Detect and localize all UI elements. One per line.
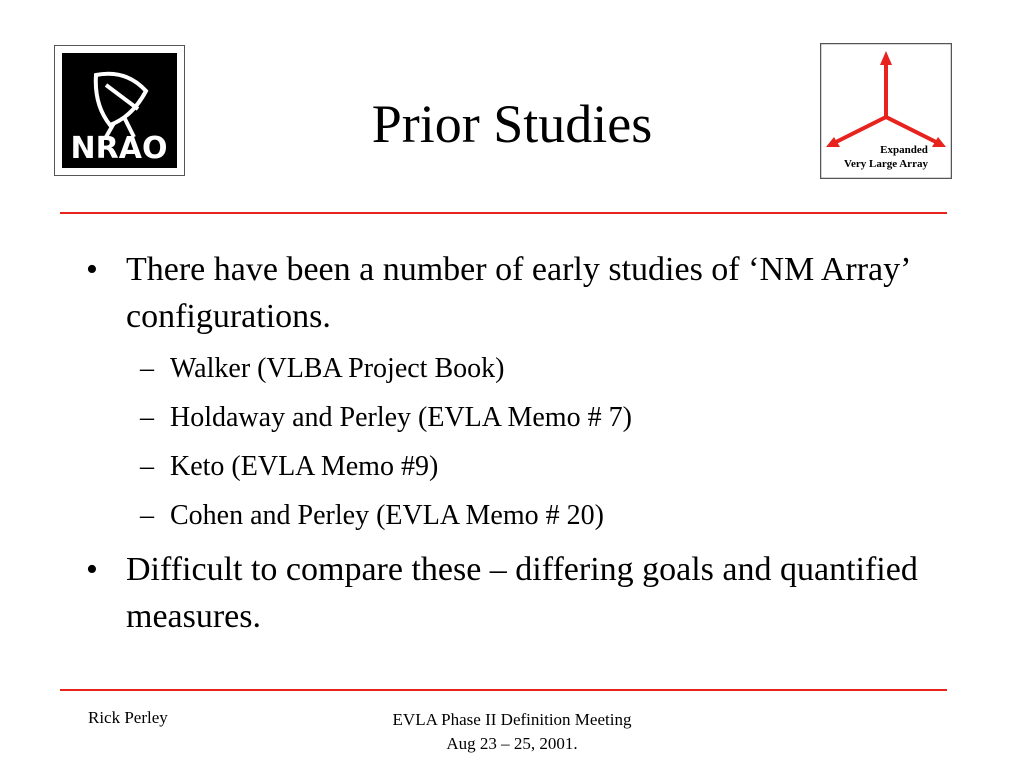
evla-logo-line1: Expanded bbox=[880, 144, 928, 156]
sub-text: Cohen and Perley (EVLA Memo # 20) bbox=[170, 500, 604, 531]
top-divider bbox=[60, 212, 947, 214]
sub-list bbox=[80, 350, 960, 535]
dash-marker: – bbox=[140, 402, 154, 433]
bullet-text: There have been a number of early studies of ‘NM Array’ configurations. bbox=[126, 251, 909, 335]
nrao-logo-text: NRAO bbox=[70, 131, 168, 166]
bullet-item bbox=[80, 546, 960, 640]
dash-marker: – bbox=[140, 500, 154, 531]
sub-text: Walker (VLBA Project Book) bbox=[170, 353, 505, 384]
sub-text: Keto (EVLA Memo #9) bbox=[170, 451, 439, 482]
bottom-divider bbox=[60, 689, 947, 691]
sub-item bbox=[80, 448, 960, 486]
evla-logo-line2: Very Large Array bbox=[844, 158, 928, 170]
footer-meeting bbox=[362, 708, 662, 756]
footer-meeting-date: Aug 23 – 25, 2001. bbox=[446, 734, 578, 753]
bullet-text: Difficult to compare these – differing goals and quantified measures. bbox=[126, 551, 918, 635]
sub-item bbox=[80, 350, 960, 388]
slide-body bbox=[80, 246, 960, 650]
dash-marker: – bbox=[140, 353, 154, 384]
sub-item bbox=[80, 399, 960, 437]
footer-meeting-name: EVLA Phase II Definition Meeting bbox=[392, 710, 632, 729]
dash-marker: – bbox=[140, 451, 154, 482]
sub-text: Holdaway and Perley (EVLA Memo # 7) bbox=[170, 402, 632, 433]
footer-author: Rick Perley bbox=[88, 708, 168, 727]
page-title: Prior Studies bbox=[371, 94, 653, 154]
bullet-item bbox=[80, 246, 960, 340]
evla-logo bbox=[820, 43, 952, 179]
sub-item bbox=[80, 497, 960, 535]
bullet-marker: • bbox=[86, 551, 98, 588]
bullet-marker: • bbox=[86, 251, 98, 288]
